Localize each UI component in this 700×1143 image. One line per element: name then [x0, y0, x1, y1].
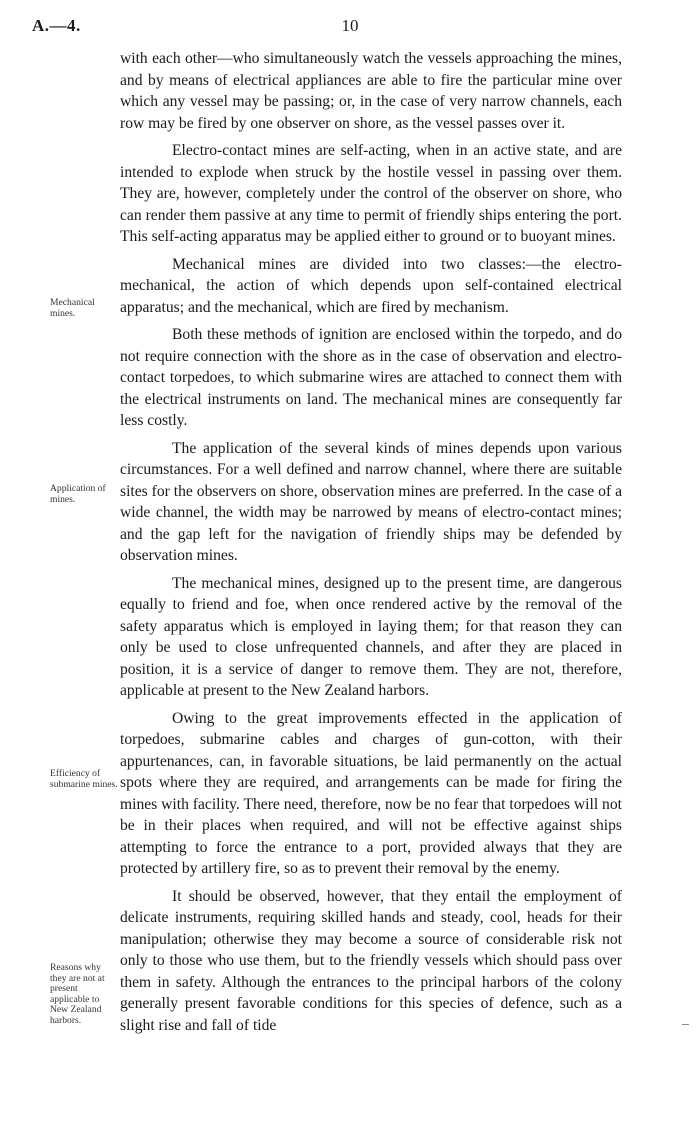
paragraph-electro-contact: Electro-contact mines are self-acting, when in an active state, and are intended to explode when struck by the hostile vessel in passing over them. They are, however, completely under the control of the observer on shore, who can render them passive at any time to permit of friendly ships entering the port. This self-acting apparatus may be applied either to ground or to buoyant mines. [120, 142, 622, 245]
sidenote-application-of-mines: Application of mines. [50, 483, 106, 505]
body-text [120, 48, 622, 1042]
paragraph-observation-continued: with each other—who simultaneously watch the vessels approaching the mines, and by means of electrical appliances are able to fire the particular mine over which any vessel may be passing; or, in the case of very narrow channels, each row may be fired by one observer on shore, as the vessel passes over it. [120, 50, 622, 132]
section-reference: A.—4. [32, 16, 81, 35]
paragraph-efficiency: Owing to the great improvements effected in the application of torpedoes, submarine cables and charges of gun-cotton, with their appurtenances, can, in favorable situations, be laid permanently on the actual spots where they are required, and arrangements can be made for firing the mines with facility. There need, therefore, now be no fear that torpedoes will not be in their places when required, and will not be effective against ships attempting to force the entrance to a port, provided always that they are protected by artillery fire, so as to prevent their removal by the enemy. [120, 709, 622, 877]
paragraph-reasons: It should be observed, however, that they entail the employment of delicate instruments, requiring skilled hands and steady, cool, heads for their manipulation; otherwise they may become a source of considerable risk not only to those who use them, but to the friendly vessels which should pass over them in safety. Although the entrances to the principal harbors of the colony generally present favorable conditions for this species of defence, such as a slight rise and fall of tide [120, 887, 622, 1034]
sidenote-efficiency: Efficiency of submarine mines. [50, 768, 118, 790]
paragraph-ignition-methods: Both these methods of ignition are enclosed within the torpedo, and do not require connection with the shore as in the case of observation and electro-contact torpedoes, to which submarine wires are attached to connect them with the electrical instruments on land. The mechanical mines are consequently far less costly. [120, 326, 622, 429]
sidenote-mechanical-mines: Mechanical mines. [50, 297, 95, 319]
paragraph-mechanical-classes: Mechanical mines are divided into two classes:—the electro-mechanical, the action of which depends upon self-contained electrical apparatus; and the mechanical, which are fired by mechanism. [120, 255, 622, 316]
page-number: 10 [341, 16, 359, 35]
paragraph-mechanical-dangers: The mechanical mines, designed up to the present time, are dangerous equally to friend and foe, when once rendered active by the removal of the safety apparatus which is employed in laying them; for that reason they can only be used to close unfrequented channels, and after they are placed in position, it is a service of danger to remove them. They are not, therefore, applicable at present to the New Zealand harbors. [120, 574, 622, 699]
paragraph-application: The application of the several kinds of mines depends upon various circumstances. For a well defined and narrow channel, where there are suitable sites for the observers on shore, observation mines are preferred. In the case of a wide channel, the width may be narrowed by means of electro-contact mines; and the gap left for the navigation of friendly ships may be defended by observation mines. [120, 439, 622, 564]
margin-mark [682, 1024, 689, 1025]
sidenote-reasons: Reasons why they are not at present applicable to New Zealand harbors. [50, 962, 105, 1026]
